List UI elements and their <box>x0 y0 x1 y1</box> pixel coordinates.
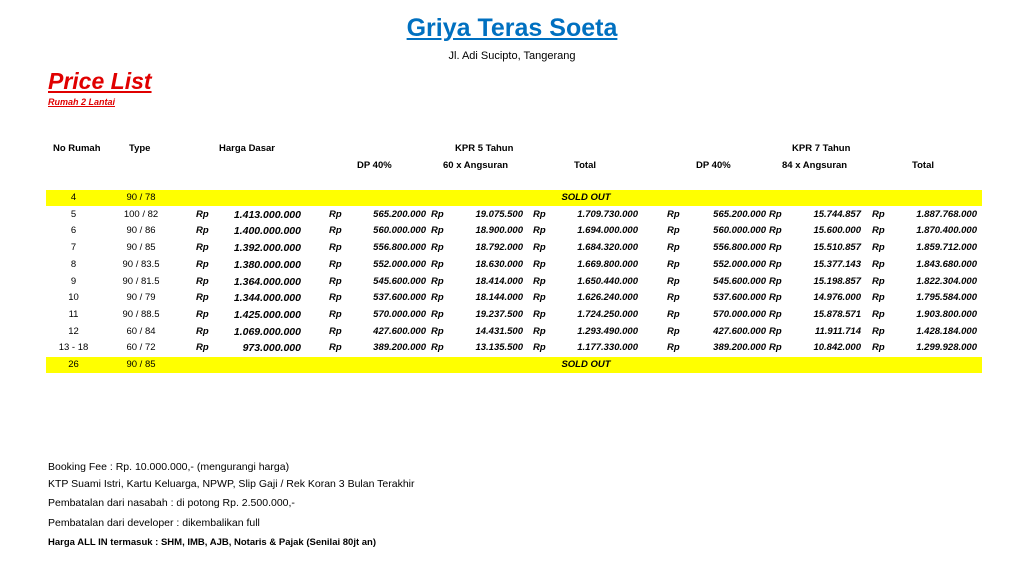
cell-dp-kpr7: 560.000.000 <box>713 225 766 237</box>
cell-dp-kpr5: 556.800.000 <box>373 242 426 254</box>
cell-angsuran-kpr5: 18.144.000 <box>475 292 523 304</box>
cell-angsuran-kpr7: 15.377.143 <box>813 258 861 270</box>
cell-angsuran-kpr7: 15.510.857 <box>813 242 861 254</box>
cell-harga-dasar: 973.000.000 <box>242 342 301 355</box>
currency-label: Rp <box>769 258 782 270</box>
price-list-subheading: Rumah 2 Lantai <box>48 97 116 107</box>
currency-label: Rp <box>431 225 444 237</box>
cell-total-kpr5: 1.293.490.000 <box>577 325 638 337</box>
cell-harga-dasar: 1.380.000.000 <box>233 258 301 271</box>
cell-dp-kpr7: 556.800.000 <box>713 242 766 254</box>
cell-no-rumah: 5 <box>70 208 77 220</box>
header-angsuran5: 60 x Angsuran <box>443 160 509 171</box>
cell-dp-kpr5: 570.000.000 <box>373 308 426 320</box>
cell-angsuran-kpr7: 10.842.000 <box>813 342 861 354</box>
currency-label: Rp <box>329 208 342 220</box>
currency-label: Rp <box>667 325 680 337</box>
currency-label: Rp <box>769 325 782 337</box>
table-row <box>46 324 982 340</box>
cell-total-kpr5: 1.724.250.000 <box>577 308 638 320</box>
cell-dp-kpr7: 545.600.000 <box>713 275 766 287</box>
currency-label: Rp <box>329 325 342 337</box>
currency-label: Rp <box>196 225 209 237</box>
cell-harga-dasar: 1.425.000.000 <box>233 308 301 321</box>
currency-label: Rp <box>196 258 209 270</box>
cell-no-rumah: 10 <box>68 292 79 304</box>
cell-total-kpr5: 1.650.440.000 <box>577 275 638 287</box>
cell-angsuran-kpr5: 19.075.500 <box>475 208 523 220</box>
table-row <box>46 357 982 373</box>
currency-label: Rp <box>769 292 782 304</box>
cell-angsuran-kpr5: 18.414.000 <box>475 275 523 287</box>
cell-dp-kpr5: 427.600.000 <box>373 325 426 337</box>
cell-dp-kpr5: 545.600.000 <box>373 275 426 287</box>
cell-total-kpr7: 1.903.800.000 <box>916 308 977 320</box>
currency-label: Rp <box>872 225 885 237</box>
currency-label: Rp <box>329 342 342 354</box>
cell-total-kpr5: 1.694.000.000 <box>577 225 638 237</box>
header-harga-dasar: Harga Dasar <box>219 143 275 154</box>
cell-angsuran-kpr5: 19.237.500 <box>475 308 523 320</box>
currency-label: Rp <box>667 208 680 220</box>
currency-label: Rp <box>196 275 209 287</box>
currency-label: Rp <box>533 292 546 304</box>
header-total5: Total <box>574 160 596 171</box>
cell-type: 60 / 72 <box>126 342 156 354</box>
table-row <box>46 207 982 223</box>
currency-label: Rp <box>431 308 444 320</box>
table-row <box>46 190 982 206</box>
currency-label: Rp <box>431 292 444 304</box>
cell-harga-dasar: 1.400.000.000 <box>233 225 301 238</box>
note-booking-fee: Booking Fee : Rp. 10.000.000,- (mengurangi harga) <box>48 461 290 473</box>
cell-no-rumah: 11 <box>68 308 79 320</box>
cell-dp-kpr5: 552.000.000 <box>373 258 426 270</box>
cell-dp-kpr7: 389.200.000 <box>713 342 766 354</box>
cell-total-kpr7: 1.870.400.000 <box>916 225 977 237</box>
table-row <box>46 274 982 290</box>
currency-label: Rp <box>431 342 444 354</box>
currency-label: Rp <box>196 308 209 320</box>
cell-total-kpr5: 1.626.240.000 <box>577 292 638 304</box>
price-list-heading: Price List <box>48 68 152 94</box>
cell-angsuran-kpr5: 18.900.000 <box>475 225 523 237</box>
cell-total-kpr7: 1.428.184.000 <box>916 325 977 337</box>
currency-label: Rp <box>872 258 885 270</box>
currency-label: Rp <box>196 242 209 254</box>
header-kpr7: KPR 7 Tahun <box>792 143 851 154</box>
currency-label: Rp <box>431 325 444 337</box>
currency-label: Rp <box>872 292 885 304</box>
cell-dp-kpr7: 565.200.000 <box>713 208 766 220</box>
note-customer-cancel: Pembatalan dari nasabah : di potong Rp. 2.500.000,- <box>48 497 295 509</box>
currency-label: Rp <box>329 225 342 237</box>
currency-label: Rp <box>872 208 885 220</box>
cell-total-kpr7: 1.822.304.000 <box>916 275 977 287</box>
currency-label: Rp <box>533 258 546 270</box>
cell-no-rumah: 13 - 18 <box>58 342 89 354</box>
cell-total-kpr7: 1.859.712.000 <box>916 242 977 254</box>
currency-label: Rp <box>872 275 885 287</box>
cell-dp-kpr7: 570.000.000 <box>713 308 766 320</box>
page-title: Griya Teras Soeta <box>406 14 618 42</box>
header-kpr5: KPR 5 Tahun <box>455 143 514 154</box>
cell-type: 90 / 79 <box>126 292 156 304</box>
cell-angsuran-kpr5: 13.135.500 <box>475 342 523 354</box>
currency-label: Rp <box>872 308 885 320</box>
currency-label: Rp <box>769 275 782 287</box>
cell-total-kpr5: 1.684.320.000 <box>577 242 638 254</box>
cell-angsuran-kpr7: 14.976.000 <box>813 292 861 304</box>
currency-label: Rp <box>533 208 546 220</box>
currency-label: Rp <box>431 275 444 287</box>
currency-label: Rp <box>329 308 342 320</box>
currency-label: Rp <box>533 225 546 237</box>
cell-angsuran-kpr5: 14.431.500 <box>475 325 523 337</box>
cell-type: 90 / 85 <box>126 242 156 254</box>
currency-label: Rp <box>872 325 885 337</box>
currency-label: Rp <box>667 242 680 254</box>
currency-label: Rp <box>533 325 546 337</box>
cell-no-rumah: 9 <box>70 275 77 287</box>
note-documents: KTP Suami Istri, Kartu Keluarga, NPWP, Slip Gaji / Rek Koran 3 Bulan Terakhir <box>48 478 415 490</box>
currency-label: Rp <box>769 225 782 237</box>
currency-label: Rp <box>872 342 885 354</box>
cell-total-kpr5: 1.177.330.000 <box>577 342 638 354</box>
currency-label: Rp <box>533 275 546 287</box>
cell-angsuran-kpr7: 15.878.571 <box>813 308 861 320</box>
currency-label: Rp <box>431 242 444 254</box>
currency-label: Rp <box>533 342 546 354</box>
cell-angsuran-kpr7: 15.198.857 <box>813 275 861 287</box>
cell-no-rumah: 8 <box>70 258 77 270</box>
currency-label: Rp <box>667 308 680 320</box>
currency-label: Rp <box>769 208 782 220</box>
currency-label: Rp <box>533 242 546 254</box>
currency-label: Rp <box>196 325 209 337</box>
cell-dp-kpr7: 552.000.000 <box>713 258 766 270</box>
cell-dp-kpr7: 427.600.000 <box>713 325 766 337</box>
cell-no-rumah: 26 <box>68 359 79 370</box>
sold-out-label: SOLD OUT <box>561 359 611 370</box>
currency-label: Rp <box>769 308 782 320</box>
table-row <box>46 290 982 306</box>
cell-total-kpr7: 1.795.584.000 <box>916 292 977 304</box>
cell-type: 90 / 86 <box>126 225 156 237</box>
currency-label: Rp <box>329 292 342 304</box>
currency-label: Rp <box>872 242 885 254</box>
address: Jl. Adi Sucipto, Tangerang <box>448 50 576 62</box>
cell-harga-dasar: 1.069.000.000 <box>233 325 301 338</box>
cell-type: 90 / 83.5 <box>122 258 160 270</box>
currency-label: Rp <box>667 225 680 237</box>
header-no-rumah: No Rumah <box>53 143 101 154</box>
currency-label: Rp <box>769 342 782 354</box>
sold-out-label: SOLD OUT <box>561 192 611 203</box>
cell-total-kpr7: 1.887.768.000 <box>916 208 977 220</box>
currency-label: Rp <box>667 258 680 270</box>
cell-dp-kpr5: 537.600.000 <box>373 292 426 304</box>
currency-label: Rp <box>667 342 680 354</box>
currency-label: Rp <box>329 258 342 270</box>
cell-angsuran-kpr7: 15.600.000 <box>813 225 861 237</box>
cell-total-kpr7: 1.843.680.000 <box>916 258 977 270</box>
cell-dp-kpr5: 389.200.000 <box>373 342 426 354</box>
currency-label: Rp <box>769 242 782 254</box>
cell-dp-kpr5: 560.000.000 <box>373 225 426 237</box>
cell-type: 90 / 81.5 <box>122 275 160 287</box>
currency-label: Rp <box>329 275 342 287</box>
note-developer-cancel: Pembatalan dari developer : dikembalikan full <box>48 517 260 529</box>
cell-harga-dasar: 1.413.000.000 <box>233 208 301 221</box>
header-dp5: DP 40% <box>357 160 392 171</box>
table-row <box>46 340 982 356</box>
cell-harga-dasar: 1.364.000.000 <box>233 275 301 288</box>
cell-type: 100 / 82 <box>123 208 159 220</box>
currency-label: Rp <box>667 292 680 304</box>
cell-total-kpr7: 1.299.928.000 <box>916 342 977 354</box>
currency-label: Rp <box>196 208 209 220</box>
cell-angsuran-kpr5: 18.630.000 <box>475 258 523 270</box>
table-row <box>46 240 982 256</box>
header-angsuran7: 84 x Angsuran <box>782 160 848 171</box>
currency-label: Rp <box>196 292 209 304</box>
cell-angsuran-kpr7: 11.911.714 <box>814 325 861 337</box>
cell-harga-dasar: 1.392.000.000 <box>233 242 301 255</box>
cell-no-rumah: 6 <box>70 225 77 237</box>
cell-total-kpr5: 1.669.800.000 <box>577 258 638 270</box>
cell-type: 60 / 84 <box>126 325 156 337</box>
cell-total-kpr5: 1.709.730.000 <box>577 208 638 220</box>
table-row <box>46 223 982 239</box>
cell-type: 90 / 88.5 <box>122 308 160 320</box>
cell-no-rumah: 4 <box>70 192 77 203</box>
cell-no-rumah: 12 <box>68 325 79 337</box>
currency-label: Rp <box>196 342 209 354</box>
cell-type: 90 / 85 <box>126 359 156 370</box>
table-row <box>46 257 982 273</box>
currency-label: Rp <box>431 208 444 220</box>
note-all-in: Harga ALL IN termasuk : SHM, IMB, AJB, Notaris & Pajak (Senilai 80jt an) <box>48 537 377 548</box>
currency-label: Rp <box>667 275 680 287</box>
cell-angsuran-kpr7: 15.744.857 <box>813 208 861 220</box>
cell-angsuran-kpr5: 18.792.000 <box>475 242 523 254</box>
cell-harga-dasar: 1.344.000.000 <box>233 292 301 305</box>
currency-label: Rp <box>329 242 342 254</box>
cell-dp-kpr5: 565.200.000 <box>373 208 426 220</box>
table-row <box>46 307 982 323</box>
currency-label: Rp <box>431 258 444 270</box>
cell-no-rumah: 7 <box>70 242 77 254</box>
cell-dp-kpr7: 537.600.000 <box>713 292 766 304</box>
header-dp7: DP 40% <box>696 160 731 171</box>
currency-label: Rp <box>533 308 546 320</box>
header-type: Type <box>129 143 151 154</box>
header-total7: Total <box>912 160 934 171</box>
cell-type: 90 / 78 <box>126 192 156 203</box>
